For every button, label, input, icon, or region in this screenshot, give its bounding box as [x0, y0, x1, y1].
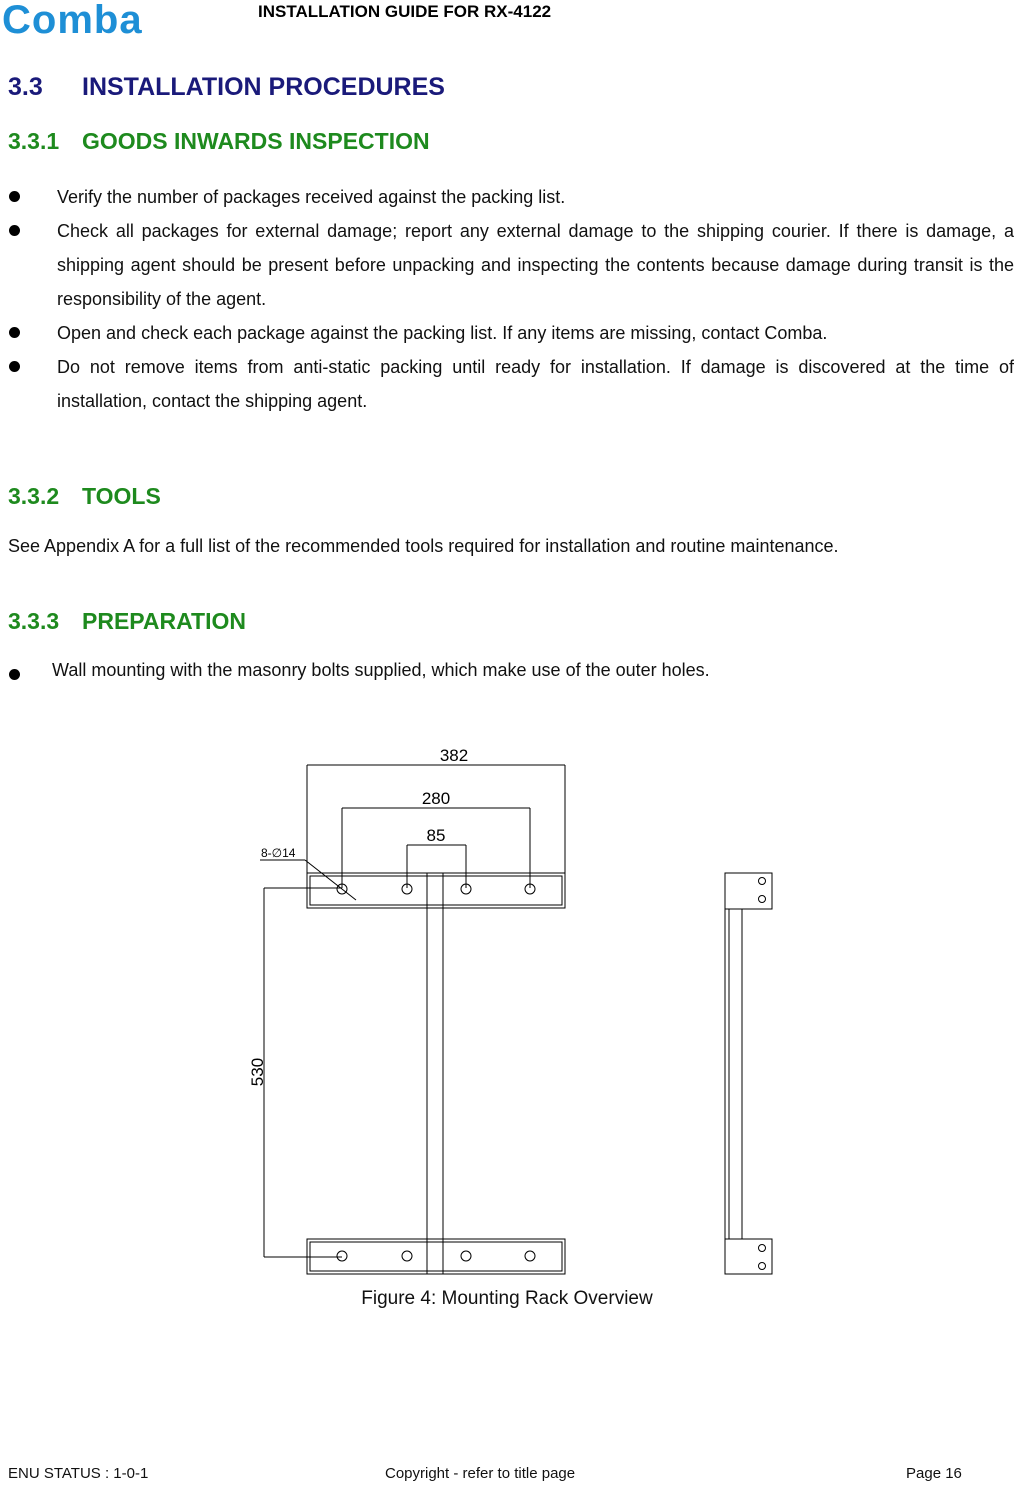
footer-page-number: Page 16: [906, 1465, 962, 1482]
list-item-text: Check all packages for external damage; report any external damage to the shipping courier. If there is damage, a shipping agent should be present before unpacking and inspecting the contents because damage during transit is the responsibility of the agent.: [57, 221, 1014, 309]
subsection-number: 3.3.1: [8, 128, 60, 154]
list-item-text: Open and check each package against the packing list. If any items are missing, contact Comba.: [57, 323, 828, 343]
preparation-item: [8, 660, 710, 681]
section-title: INSTALLATION PROCEDURES: [82, 73, 445, 101]
mounting-holes: [337, 884, 535, 1261]
tools-paragraph: See Appendix A for a full list of the recommended tools required for installation and routine maintenance.: [8, 536, 839, 556]
bullet-icon: [9, 327, 20, 338]
dimension-label-85: 85: [426, 826, 446, 845]
hole-callout-label: 8-∅14: [261, 846, 296, 860]
subsection-heading-preparation: [8, 608, 246, 635]
bullet-icon: [9, 225, 20, 236]
subsection-number: 3.3.2: [8, 483, 60, 509]
list-item: [8, 350, 1014, 418]
rack-vertical-post: [427, 873, 443, 1274]
list-item-text: Verify the number of packages received against the packing list.: [57, 187, 566, 207]
document-title: INSTALLATION GUIDE FOR RX-4122: [258, 2, 552, 21]
dimension-label-530: 530: [248, 1057, 267, 1087]
dimension-85: [407, 845, 466, 888]
rack-side-view: [725, 873, 772, 1274]
bullet-icon: [9, 361, 20, 372]
footer-status: ENU STATUS : 1-0-1: [8, 1465, 149, 1482]
bullet-icon: [9, 669, 20, 680]
footer-copyright: Copyright - refer to title page: [385, 1465, 576, 1482]
mounting-rack-drawing: [240, 735, 800, 1295]
subsection-title: PREPARATION: [82, 608, 246, 634]
subsection-heading-tools: [8, 483, 161, 510]
dimension-label-382: 382: [439, 746, 469, 765]
list-item: [8, 214, 1014, 316]
subsection-title: GOODS INWARDS INSPECTION: [82, 128, 430, 154]
logo-wordmark: Comba: [2, 0, 143, 40]
inspection-list: [8, 180, 1014, 418]
list-item: [8, 180, 1014, 214]
dimension-530: [264, 888, 342, 1257]
section-number: 3.3: [8, 73, 43, 101]
section-heading: [8, 73, 445, 102]
subsection-number: 3.3.3: [8, 608, 60, 634]
figure-caption: Figure 4: Mounting Rack Overview: [361, 1288, 653, 1309]
subsection-heading-inspection: [8, 128, 430, 155]
subsection-title: TOOLS: [82, 483, 161, 509]
bullet-icon: [9, 191, 20, 202]
list-item: [8, 316, 1014, 350]
comba-logo: [0, 0, 185, 40]
dimension-382: [307, 765, 565, 873]
dimension-label-280: 280: [421, 789, 451, 808]
list-item-text: Do not remove items from anti-static packing until ready for installation. If damage is discovered at the time of installation, contact the shipping agent.: [57, 357, 1014, 411]
rack-top-bar: [307, 873, 565, 908]
preparation-text: Wall mounting with the masonry bolts supplied, which make use of the outer holes.: [52, 660, 710, 680]
rack-bottom-bar: [307, 1239, 565, 1274]
